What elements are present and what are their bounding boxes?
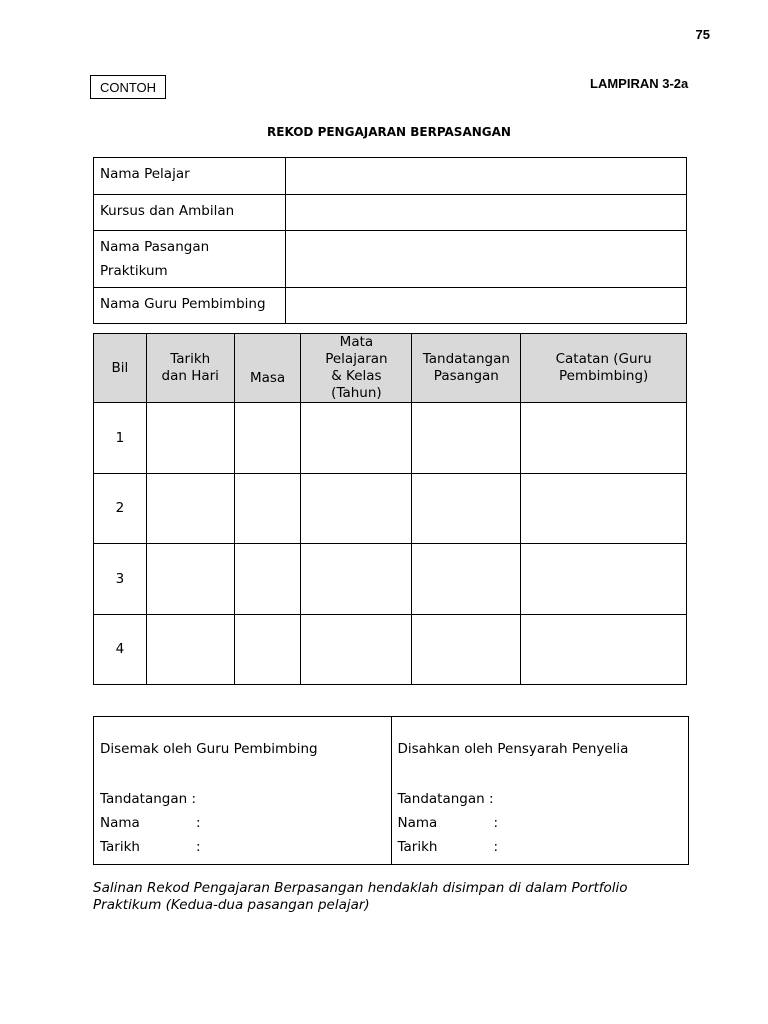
name-label: Nama (397, 815, 438, 831)
cell-subject[interactable] (301, 544, 412, 615)
teaching-record-table (93, 333, 687, 685)
portfolio-footnote: Salinan Rekod Pengajaran Berpasangan hendaklah disimpan di dalam Portfolio Praktikum (Kedua-dua pasangan pelajar) (93, 880, 628, 913)
mentor-signature-heading: Disemak oleh Guru Pembimbing (100, 741, 318, 757)
info-value-partner[interactable] (285, 231, 686, 288)
mentor-name-line[interactable] (100, 815, 201, 831)
student-info-table (93, 157, 687, 324)
header-time: Masa (234, 334, 301, 403)
table-row (94, 473, 687, 544)
cell-time[interactable] (234, 473, 301, 544)
row-number: 1 (94, 403, 147, 474)
supervisor-signature-cell (391, 717, 689, 865)
cell-subject[interactable] (301, 473, 412, 544)
supervisor-sign-line[interactable] (398, 791, 494, 807)
cell-signature[interactable] (412, 614, 521, 685)
page-number: 75 (695, 27, 710, 42)
mentor-signature-block (100, 717, 385, 864)
cell-time[interactable] (234, 544, 301, 615)
info-value-course[interactable] (285, 195, 686, 231)
colon: : (493, 839, 499, 855)
info-label-student-name: Nama Pelajar (94, 158, 286, 195)
sign-label: Tandatangan : (100, 791, 197, 807)
cell-signature[interactable] (412, 403, 521, 474)
table-row (94, 403, 687, 474)
colon: : (196, 815, 201, 831)
info-label-course: Kursus dan Ambilan (94, 195, 286, 231)
row-number: 3 (94, 544, 147, 615)
info-row (94, 231, 687, 288)
header-partner-signature: Tandatangan Pasangan (412, 334, 521, 403)
date-label: Tarikh (100, 839, 140, 855)
cell-date[interactable] (146, 403, 234, 474)
row-number: 2 (94, 473, 147, 544)
signature-row (94, 717, 689, 865)
mentor-date-line[interactable] (100, 839, 201, 855)
colon: : (196, 839, 201, 855)
colon: : (493, 815, 499, 831)
record-header-row (94, 334, 687, 403)
sign-label: Tandatangan : (397, 791, 494, 807)
example-stamp: CONTOH (90, 75, 166, 99)
date-label: Tarikh (397, 839, 438, 855)
header-notes: Catatan (Guru Pembimbing) (521, 334, 687, 403)
header-subject: Mata Pelajaran & Kelas (Tahun) (301, 334, 412, 403)
cell-subject[interactable] (301, 403, 412, 474)
cell-subject[interactable] (301, 614, 412, 685)
supervisor-date-line[interactable] (398, 839, 499, 855)
header-date: Tarikh dan Hari (146, 334, 234, 403)
supervisor-signature-heading: Disahkan oleh Pensyarah Penyelia (397, 741, 629, 757)
mentor-signature-cell (94, 717, 392, 865)
cell-notes[interactable] (521, 403, 687, 474)
cell-date[interactable] (146, 473, 234, 544)
supervisor-signature-block (398, 717, 683, 864)
info-row (94, 195, 687, 231)
appendix-label: LAMPIRAN 3-2a (590, 76, 689, 91)
info-label-mentor: Nama Guru Pembimbing (94, 288, 286, 324)
table-row (94, 544, 687, 615)
cell-notes[interactable] (521, 473, 687, 544)
cell-notes[interactable] (521, 614, 687, 685)
cell-date[interactable] (146, 614, 234, 685)
header-bil: Bil (94, 334, 147, 403)
info-value-mentor[interactable] (285, 288, 686, 324)
info-row (94, 288, 687, 324)
document-title: REKOD PENGAJARAN BERPASANGAN (267, 125, 511, 139)
cell-signature[interactable] (412, 473, 521, 544)
cell-time[interactable] (234, 614, 301, 685)
info-value-student-name[interactable] (285, 158, 686, 195)
info-label-partner: Nama Pasangan Praktikum (94, 231, 286, 288)
table-row (94, 614, 687, 685)
mentor-sign-line[interactable] (100, 791, 196, 807)
name-label: Nama (100, 815, 140, 831)
cell-date[interactable] (146, 544, 234, 615)
cell-signature[interactable] (412, 544, 521, 615)
cell-time[interactable] (234, 403, 301, 474)
supervisor-name-line[interactable] (398, 815, 499, 831)
cell-notes[interactable] (521, 544, 687, 615)
info-row (94, 158, 687, 195)
signature-table (93, 716, 689, 865)
row-number: 4 (94, 614, 147, 685)
